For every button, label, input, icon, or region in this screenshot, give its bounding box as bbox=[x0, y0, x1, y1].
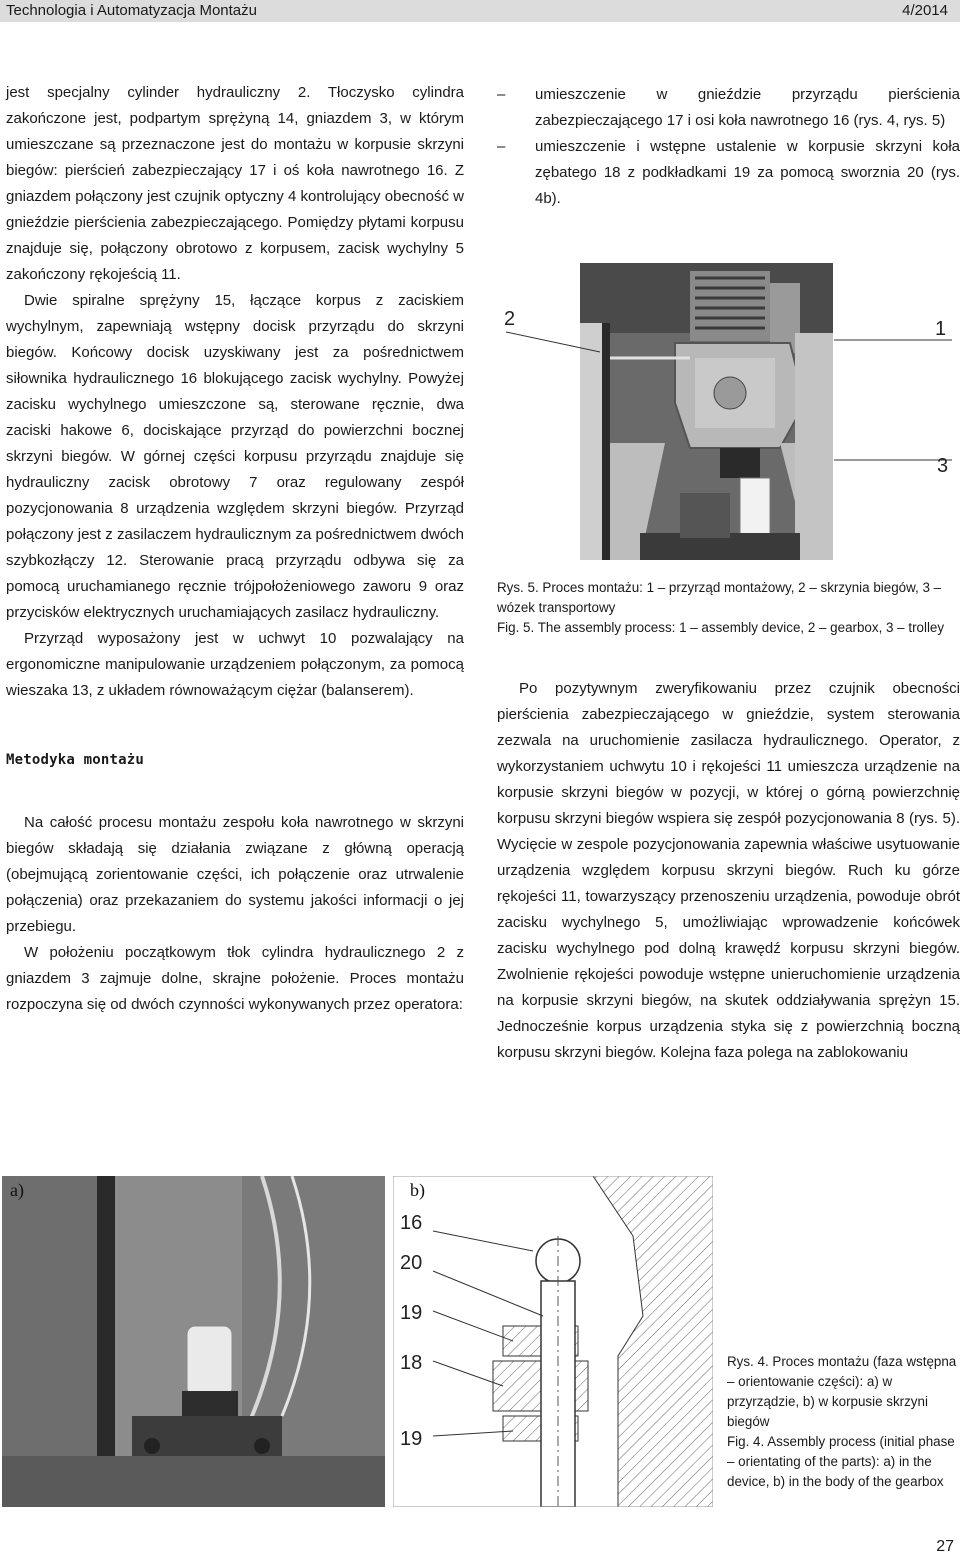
list-item-text: umieszczenie w gnieździe przyrządu pierścienia zabezpieczającego 17 i osi koła nawrotnego 16 (rys. 4, rys. 5) bbox=[535, 86, 960, 129]
fig-callout-label: 20 bbox=[400, 1252, 423, 1274]
paragraph: W położeniu początkowym tłok cylindra hydraulicznego 2 z gniazdem 3 zajmuje dolne, skrajne położenie. Proces montażu rozpoczyna się od dwóch czynności wykonywanych przez operatora: bbox=[6, 944, 464, 1013]
left-column bbox=[6, 80, 464, 1018]
caption-en: Fig. 5. The assembly process: 1 – assembly device, 2 – gearbox, 3 – trolley bbox=[497, 620, 945, 635]
page-number: 27 bbox=[936, 1538, 954, 1555]
running-header bbox=[0, 0, 960, 22]
section-heading: Metodyka montażu bbox=[6, 752, 145, 768]
technical-drawing bbox=[393, 1176, 713, 1507]
caption-pl: Rys. 5. Proces montażu: 1 – przyrząd montażowy, 2 – skrzynia biegów, 3 – wózek transportowy bbox=[497, 580, 942, 615]
caption-en: Fig. 4. Assembly process (initial phase – orientating of the parts): a) in the device, b) in the body of the gearbox bbox=[727, 1434, 955, 1489]
bullet-dash: – bbox=[497, 86, 506, 103]
fig5-caption bbox=[497, 578, 960, 638]
paragraph: Przyrząd wyposażony jest w uchwyt 10 pozwalający na ergonomiczne manipulowanie urządzeniem połączonym, za pomocą wieszaka 13, z układem równoważącym ciężar (balanserem). bbox=[6, 630, 464, 699]
journal-title: Technologia i Automatyzacja Montażu bbox=[6, 2, 257, 19]
paragraph: Dwie spiralne sprężyny 15, łączące korpus z zaciskiem wychylnym, zapewniają wstępny docisk przyrządu do skrzyni biegów. Końcowy docisk uzyskiwany jest za pośrednictwem siłownika hydraulicznego 16 blokującego zacisk wychylny. Powyżej zacisku wychylnego umieszczone są, sterowane ręcznie, dwa zaciski hakowe 6, dociskające przyrząd do powierzchni bocznej skrzyni biegów. W górnej części korpusu przyrządu znajduje się hydrauliczny zacisk obrotowy 7 oraz regulowany zespół pozycjonowania 8 urządzenia względem skrzyni biegów. Przyrząd połączony jest z zasilaczem hydraulicznym za pośrednictwem dwóch szybkozłączy 12. Sterowanie pracą przyrządu odbywa się za pomocą uruchamianego ręcznie trójpołożeniowego zaworu 9 oraz przycisków elektrycznych uruchamiających zasilacz hydrauliczny. bbox=[6, 292, 464, 621]
list-item-text: umieszczenie i wstępne ustalenie w korpusie skrzyni koła zębatego 18 z podkładkami 19 za pomocą sworznia 20 (rys. 4b). bbox=[535, 138, 960, 207]
fig-callout-label: 19 bbox=[400, 1302, 423, 1324]
fig-callout-label: 1 bbox=[935, 318, 947, 340]
fig-callout-label: 2 bbox=[504, 308, 516, 330]
right-column bbox=[497, 676, 960, 1066]
list-item bbox=[497, 82, 960, 134]
fig4-caption bbox=[727, 1352, 960, 1492]
bullet-list bbox=[497, 82, 960, 212]
paragraph: jest specjalny cylinder hydrauliczny 2. Tłoczysko cylindra zakończone jest, podpartym sprężyną 14, gniazdem 3, w którym umieszczane są przeznaczone jest do montażu w korpusie skrzyni biegów: pierścień zabezpieczający 17 i oś koła nawrotnego 16. Z gniazdem połączony jest czujnik optyczny 4 kontrolujący obecność w gnieździe pierścienia zabezpieczającego. Pomiędzy płytami korpusu znajduje się, połączony obrotowo z korpusem, zacisk wychylny 5 zakończony rękojeścią 11. bbox=[6, 84, 464, 283]
callout-lines bbox=[500, 300, 960, 500]
paragraph: Na całość procesu montażu zespołu koła nawrotnego w skrzyni biegów składają się działania związane z główną operacją (obejmującą zorientowanie części, ich połączenie oraz utrwalenie połączenia) oraz przekazaniem do systemu jakości informacji o jej przebiegu. bbox=[6, 814, 464, 935]
fig-part-label: a) bbox=[10, 1180, 24, 1200]
paragraph: Po pozytywnym zweryfikowaniu przez czujnik obecności pierścienia zabezpieczającego w gnieździe, system sterowania zezwala na uruchomienie zasilacza hydraulicznego. Operator, z wykorzystaniem uchwytu 10 i rękojeści 11 umieszcza urządzenie na korpusie skrzyni biegów w pozycji, w której o górną powierzchnię korpusu skrzyni biegów wspiera się zespół pozycjonowania 8 (rys. 5). Wycięcie w zespole pozycjonowania zapewnia właściwe usytuowanie urządzenia względem korpusu skrzyni biegów. Ruch ku górze rękojeści 11, towarzyszący przenoszeniu urządzenia, powoduje obrót zacisku wychylnego 5, umożliwiając wprowadzenie końcówek zacisku wychylnego pod dolną krawędź korpusu skrzyni biegów. Zwolnienie rękojeści powoduje wstępne unieruchomienie urządzenia na korpusie skrzyni biegów, na skutek oddziaływania sprężyn 15. Jednocześnie korpus urządzenia styka się z powierzchnią boczną korpusu skrzyni biegów. Kolejna faza polega na zablokowaniu bbox=[497, 680, 960, 1061]
fig-callout-label: 3 bbox=[937, 455, 949, 477]
list-item bbox=[497, 134, 960, 212]
fig-callout-label: 16 bbox=[400, 1212, 423, 1234]
bullet-dash: – bbox=[497, 138, 506, 155]
fig-part-label: b) bbox=[410, 1180, 425, 1200]
fig-callout-label: 19 bbox=[400, 1428, 423, 1450]
caption-pl: Rys. 4. Proces montażu (faza wstępna – orientowanie części): a) w przyrządzie, b) w korpusie skrzyni biegów bbox=[727, 1354, 957, 1429]
fig-callout-label: 18 bbox=[400, 1352, 423, 1374]
issue-number: 4/2014 bbox=[902, 2, 948, 19]
device-photo bbox=[2, 1176, 385, 1507]
